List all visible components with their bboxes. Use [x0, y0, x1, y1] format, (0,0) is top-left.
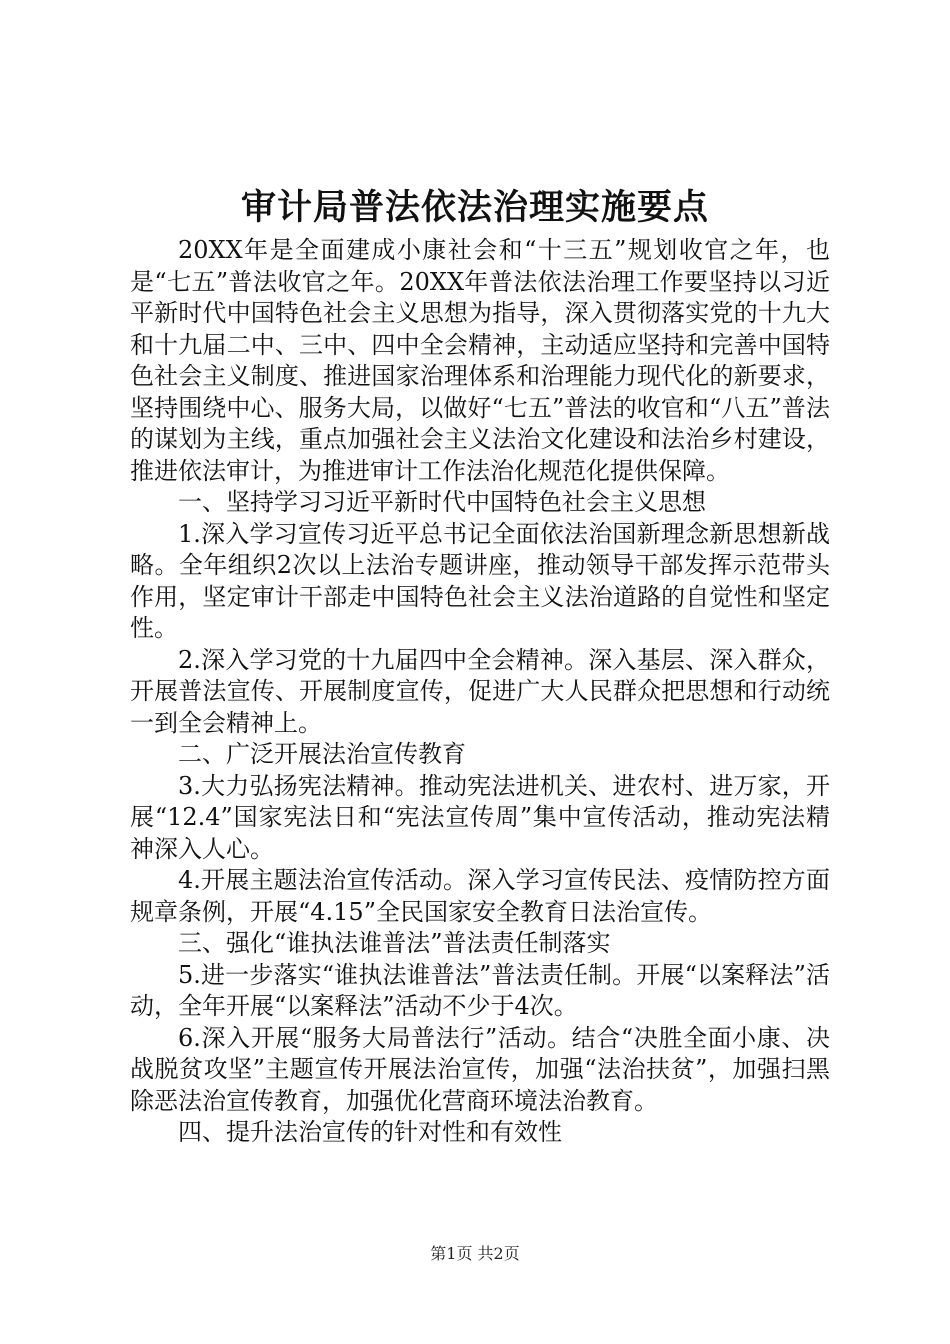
- section-heading-4: 四、提升法治宣传的针对性和有效性: [178, 1118, 562, 1146]
- section-3-item-1: 5.进一步落实“谁执法谁普法”普法责任制。开展“以案释法”活动，全年开展“以案释法”活动不少于4次。: [130, 960, 830, 1020]
- section-2-item-2: 4.开展主题法治宣传活动。深入学习宣传民法、疫情防控方面规章条例，开展“4.15”全民国家安全教育日法治宣传。: [130, 866, 830, 926]
- section-3-item-2: 6.深入开展“服务大局普法行”活动。结合“决胜全面小康、决战脱贫攻坚”主题宣传开展法治宣传，加强“法治扶贫”，加强扫黑除恶法治宣传教育，加强优化营商环境法治教育。: [130, 1023, 830, 1115]
- page-footer: 第1页 共2页: [430, 1244, 520, 1263]
- intro-paragraph: 20XX年是全面建成小康社会和“十三五”规划收官之年，也是“七五”普法收官之年。20XX年普法依法治理工作要坚持以习近平新时代中国特色社会主义思想为指导，深入贯彻落实党的十九大和十九届二中、三中、四中全会精神，主动适应坚持和完善中国特色社会主义制度、推进国家治理体系和治理能力现代化的新要求，坚持围绕中心、服务大局，以做好“七五”普法的收官和“八五”普法的谋划为主线，重点加强社会主义法治文化建设和法治乡村建设，推进依法审计，为推进审计工作法治化规范化提供保障。: [130, 236, 830, 485]
- section-2-item-1: 3.大力弘扬宪法精神。推动宪法进机关、进农村、进万家，开展“12.4”国家宪法日和“宪法宣传周”集中宣传活动，推动宪法精神深入人心。: [130, 771, 830, 863]
- section-1-item-2: 2.深入学习党的十九届四中全会精神。深入基层、深入群众，开展普法宣传、开展制度宣传，促进广大人民群众把思想和行动统一到全会精神上。: [130, 645, 830, 737]
- section-1-item-1: 1.深入学习宣传习近平总书记全面依法治国新理念新思想新战略。全年组织2次以上法治专题讲座，推动领导干部发挥示范带头作用，坚定审计干部走中国特色社会主义法治道路的自觉性和坚定性。: [130, 519, 830, 642]
- document-title: 审计局普法依法治理实施要点: [240, 187, 709, 228]
- section-heading-3: 三、强化“谁执法谁普法”普法责任制落实: [178, 929, 611, 957]
- document-body: [130, 235, 830, 1149]
- section-heading-1: 一、坚持学习习近平新时代中国特色社会主义思想: [178, 488, 706, 516]
- section-heading-2: 二、广泛开展法治宣传教育: [178, 740, 466, 768]
